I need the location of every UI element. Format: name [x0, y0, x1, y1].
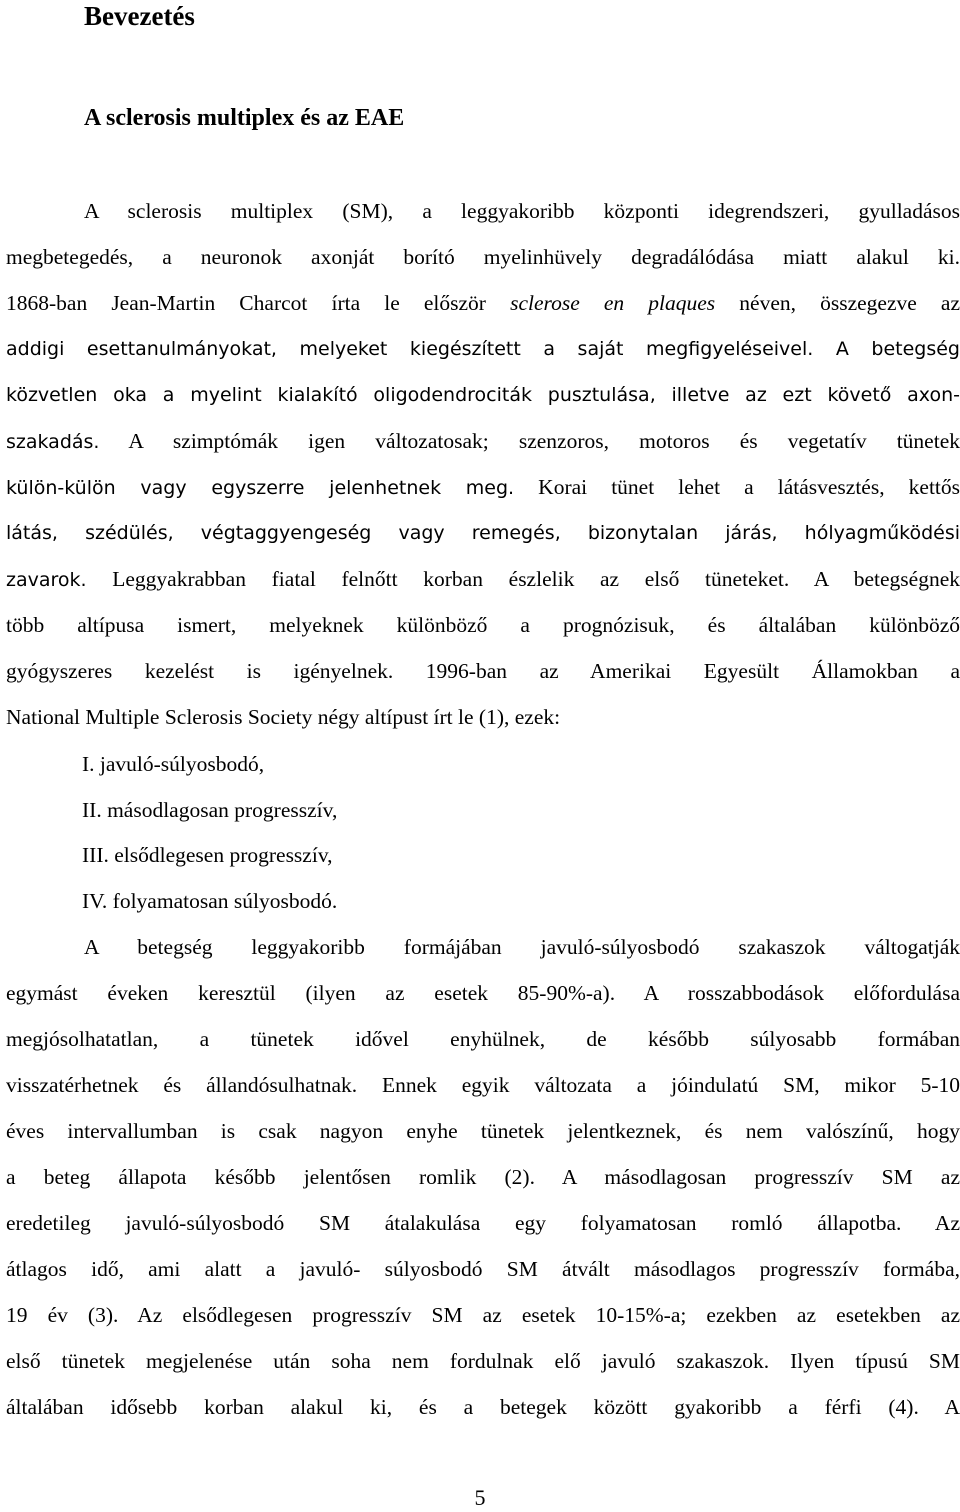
text-line: megjósolhatatlan, a tünetek idővel enyhülnek, de később súlyosabb formában: [6, 1027, 960, 1051]
text-line: általában idősebb korban alakul ki, és a betegek között gyakoribb a férfi (4). A: [6, 1395, 960, 1419]
line-text: National Multiple Sclerosis Society négy altípust írt le (1), ezek:: [6, 705, 561, 729]
text-line: [6, 556, 960, 602]
line-text: A szimptómák igen változatosak; szenzoros, motoros és vegetatív tünetek: [99, 429, 960, 453]
text-line: 19 év (3). Az elsődlegesen progresszív SM az esetek 10-15%-a; ezekben az esetekben az: [6, 1303, 960, 1327]
line-text: Leggyakrabban fiatal felnőtt korban észlelik az első tüneteket. A betegségnek: [86, 567, 960, 591]
list-item: I. javuló-súlyosbodó,: [82, 752, 265, 776]
text-line: [6, 326, 960, 372]
subsection-heading: A sclerosis multiplex és az EAE: [84, 105, 405, 131]
text-line: [6, 694, 960, 740]
text-line: egymást éveken keresztül (ilyen az esetek 85-90%-a). A rosszabbodások előfordulása: [6, 981, 960, 1005]
line-text: A betegség: [813, 338, 960, 360]
list-item: IV. folyamatosan súlyosbodó.: [82, 889, 338, 913]
text-line: A betegség leggyakoribb formájában javuló-súlyosbodó szakaszok váltogatják: [84, 935, 960, 959]
line-text: Korai tünet lehet a látásvesztés, kettős: [514, 475, 960, 499]
text-line: visszatérhetnek és állandósulhatnak. Ennek egyik változata a jóindulatú SM, mikor 5-10: [6, 1073, 960, 1097]
line-text: szakadás.: [6, 431, 100, 453]
text-line: első tünetek megjelenése után soha nem fordulnak elő javuló szakaszok. Ilyen típusú SM: [6, 1349, 960, 1373]
list-item: II. másodlagosan progresszív,: [82, 798, 338, 822]
text-line: [84, 188, 960, 234]
line-text: külön-külön vagy egyszerre jelenhetnek meg.: [6, 477, 515, 499]
text-line: [6, 234, 960, 280]
line-text: A sclerosis multiplex (SM), a leggyakoribb központi idegrendszeri, gyulladásos: [84, 199, 960, 223]
line-text: gyógyszeres kezelést is igényelnek. 1996-ban az Amerikai Egyesült Államokban a: [6, 659, 960, 683]
text-line: [6, 372, 960, 418]
line-text: közvetlen oka a myelint kialakító oligodendrociták pusztulása, illetve az ezt követő axon-: [6, 384, 960, 406]
text-line: [6, 510, 960, 556]
text-line: átlagos idő, ami alatt a javuló- súlyosbodó SM átvált másodlagos progresszív formába,: [6, 1257, 960, 1281]
text-line: éves intervallumban is csak nagyon enyhe tünetek jelentkeznek, és nem valószínű, hogy: [6, 1119, 960, 1143]
line-text: addigi esettanulmányokat, melyeket kiegészített a saját megfigyeléseivel.: [6, 338, 814, 360]
line-text: több altípusa ismert, melyeknek különböző a prognózisuk, és általában különböző: [6, 613, 960, 637]
text-line: a beteg állapota később jelentősen romlik (2). A másodlagosan progresszív SM az: [6, 1165, 960, 1189]
line-text: zavarok.: [6, 569, 87, 591]
line-text: látás, szédülés, végtaggyengeség vagy remegés, bizonytalan járás, hólyagműködési: [6, 522, 960, 544]
line-text: megbetegedés, a neuronok axonját borító myelinhüvely degradálódása miatt alakul ki.: [6, 245, 960, 269]
text-line: [6, 280, 960, 326]
list-item: III. elsődlegesen progresszív,: [82, 843, 333, 867]
text-line: [6, 418, 960, 464]
italic-term: sclerose en plaques: [510, 291, 716, 315]
text-line: [6, 648, 960, 694]
text-line: eredetileg javuló-súlyosbodó SM átalakulása egy folyamatosan romló állapotba. Az: [6, 1211, 960, 1235]
page-number: 5: [474, 1485, 486, 1510]
line-text: néven, összegezve az: [715, 291, 960, 315]
line-text: 1868-ban Jean-Martin Charcot írta le először: [6, 291, 511, 315]
text-line: [6, 602, 960, 648]
text-line: [6, 464, 960, 510]
section-heading: Bevezetés: [84, 1, 195, 31]
